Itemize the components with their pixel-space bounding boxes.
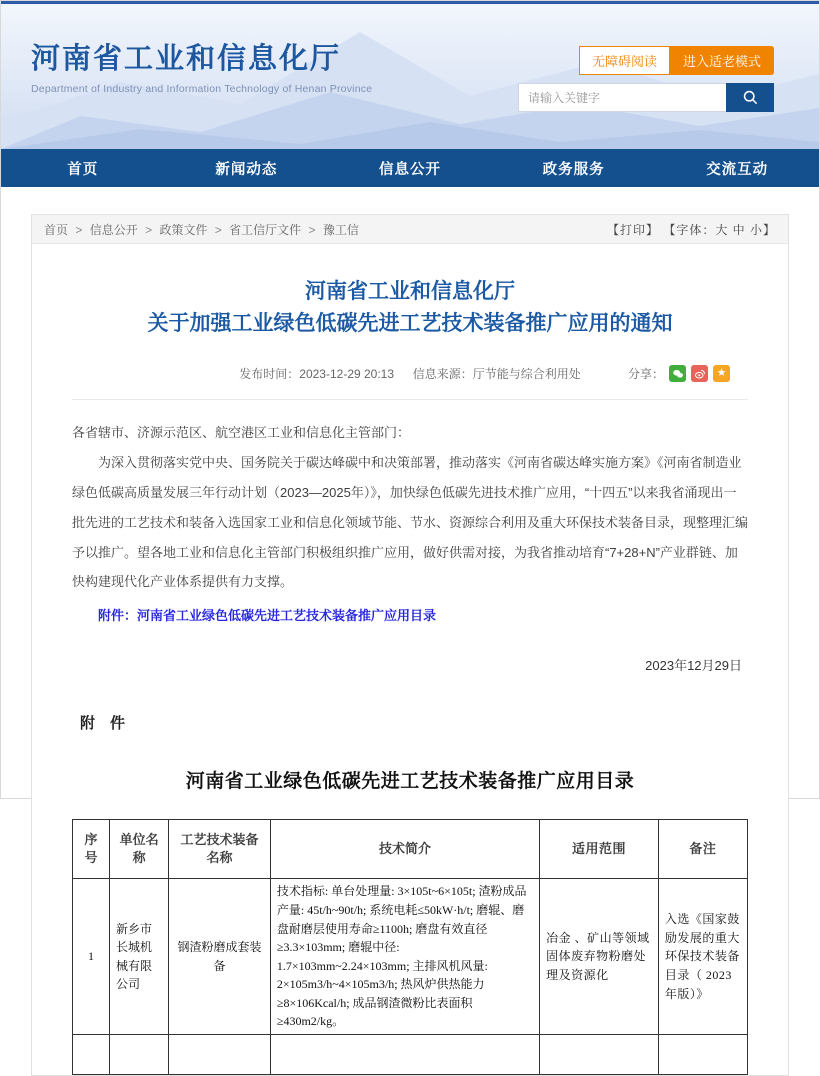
- table-row: [73, 879, 748, 1035]
- share-bar: [628, 365, 730, 382]
- breadcrumb-separator: >: [75, 222, 83, 237]
- nav-item-news[interactable]: 新闻动态: [215, 161, 278, 178]
- col-header-scope: 适用范围: [540, 820, 659, 879]
- wechat-icon: [672, 368, 684, 380]
- table-row-clipped: [73, 1035, 748, 1075]
- salutation: 各省辖市、济源示范区、航空港区工业和信息化主管部门：: [72, 425, 411, 440]
- breadcrumb-home[interactable]: 首页: [44, 222, 69, 237]
- breadcrumb-bar: [32, 215, 788, 244]
- breadcrumb-info-disclosure[interactable]: 信息公开: [89, 222, 138, 237]
- appendix-label: 附 件: [80, 716, 126, 733]
- favorite-star-icon[interactable]: ★: [713, 365, 730, 382]
- breadcrumb-current: 豫工信: [322, 222, 359, 237]
- content-card: [31, 214, 789, 1076]
- article-body: [32, 400, 788, 1075]
- site-title: 河南省工业和信息化厅: [31, 43, 342, 75]
- nav-item-home[interactable]: 首页: [67, 161, 99, 178]
- col-header-note: 备注: [658, 820, 747, 879]
- col-header-index: 序号: [73, 820, 110, 879]
- search-icon: [742, 89, 759, 106]
- page-tools: [607, 221, 776, 238]
- attachment-link[interactable]: 附件：河南省工业绿色低碳先进工艺技术装备推广应用目录: [98, 608, 437, 624]
- mode-buttons: [518, 46, 774, 75]
- breadcrumb-separator: >: [308, 222, 316, 237]
- wechat-share-icon[interactable]: [669, 365, 686, 382]
- article-title-line1: 河南省工业和信息化厅: [305, 280, 515, 303]
- cell-note: 入选《国家鼓励发展的重大环保技术装备目录（ 2023 年版）》: [658, 879, 747, 1035]
- article: [32, 244, 788, 1075]
- info-source: 信息来源：厅节能与综合利用处: [412, 367, 581, 381]
- breadcrumb-policy-docs[interactable]: 政策文件: [159, 222, 208, 237]
- breadcrumb-separator: >: [145, 222, 153, 237]
- breadcrumb: [44, 221, 359, 238]
- site-subtitle: Department of Industry and Information Technology of Henan Province: [31, 83, 373, 95]
- header-banner: [1, 4, 819, 149]
- breadcrumb-separator: >: [214, 222, 222, 237]
- nav-item-info-disclosure[interactable]: 信息公开: [378, 161, 441, 178]
- col-header-equipment: 工艺技术装备名称: [169, 820, 271, 879]
- document-date: 2023年12月29日: [645, 658, 742, 674]
- catalog-table-title: 河南省工业绿色低碳先进工艺技术装备推广应用目录: [185, 770, 635, 792]
- nav-item-gov-services[interactable]: 政务服务: [542, 161, 605, 178]
- cell-equipment: 钢渣粉磨成套装备: [169, 879, 271, 1035]
- site-identity: [31, 36, 372, 95]
- search-bar: [518, 83, 774, 112]
- col-header-company: 单位名称: [110, 820, 169, 879]
- publish-time: 发布时间：2023-12-29 20:13: [239, 367, 395, 381]
- cell-summary: 技术指标: 单台处理量: 3×105t~6×105t; 渣粉成品产量: 45t/h~90t/h; 系统电耗≤50kW·h/t; 磨辊、磨盘耐磨层使用寿命≥1100h; 磨盘有效直径≥3.3×103mm; 磨辊中径: 1.7×103mm~2.24×103mm; 主排风机风量: 2×105m3/h~4×105m3/h; 热风炉供热能力≥8×106Kcal/h; 成品钢渣微粉比表面积≥430m2/kg。: [270, 879, 539, 1035]
- article-meta: [32, 365, 788, 385]
- breadcrumb-dept-docs[interactable]: 省工信厅文件: [229, 222, 302, 237]
- col-header-summary: 技术简介: [270, 820, 539, 879]
- cell-scope: 冶金 、矿山等领域固体废弃物粉磨处理及资源化: [540, 879, 659, 1035]
- main-navigation: [1, 149, 819, 187]
- elder-mode-button[interactable]: 进入适老模式: [670, 46, 774, 75]
- cell-index: 1: [73, 879, 110, 1035]
- search-input[interactable]: [518, 83, 726, 112]
- print-button[interactable]: 【打印】: [606, 222, 659, 237]
- nav-item-interaction[interactable]: 交流互动: [706, 161, 769, 178]
- table-header-row: [73, 820, 748, 879]
- article-title-line2: 关于加强工业绿色低碳先进工艺技术装备推广应用的通知: [147, 311, 673, 335]
- share-label: 分享：: [627, 367, 664, 381]
- weibo-share-icon[interactable]: [691, 365, 708, 382]
- search-button[interactable]: [726, 83, 774, 112]
- catalog-table: [72, 819, 748, 1075]
- weibo-icon: [694, 368, 706, 380]
- accessibility-reading-button[interactable]: 无障碍阅读: [579, 46, 670, 75]
- cell-company: 新乡市长城机械有限公司: [110, 879, 169, 1035]
- font-size-controls[interactable]: 【字体：大 中 小】: [663, 222, 776, 237]
- body-paragraph: 为深入贯彻落实党中央、国务院关于碳达峰碳中和决策部署，推动落实《河南省碳达峰实施方案》《河南省制造业绿色低碳高质量发展三年行动计划（2023—2025年）》，加快绿色低碳先进技术推广应用，“十四五”以来我省涌现出一批先进的工艺技术和装备入选国家工业和信息化领域节能、节水、资源综合利用及重大环保技术装备目录，现整理汇编予以推广。望各地工业和信息化主管部门积极组织推广应用，做好供需对接，为我省推动培育“7+28+N”产业群链、加快构建现代化产业体系提供有力支撑。: [72, 454, 749, 590]
